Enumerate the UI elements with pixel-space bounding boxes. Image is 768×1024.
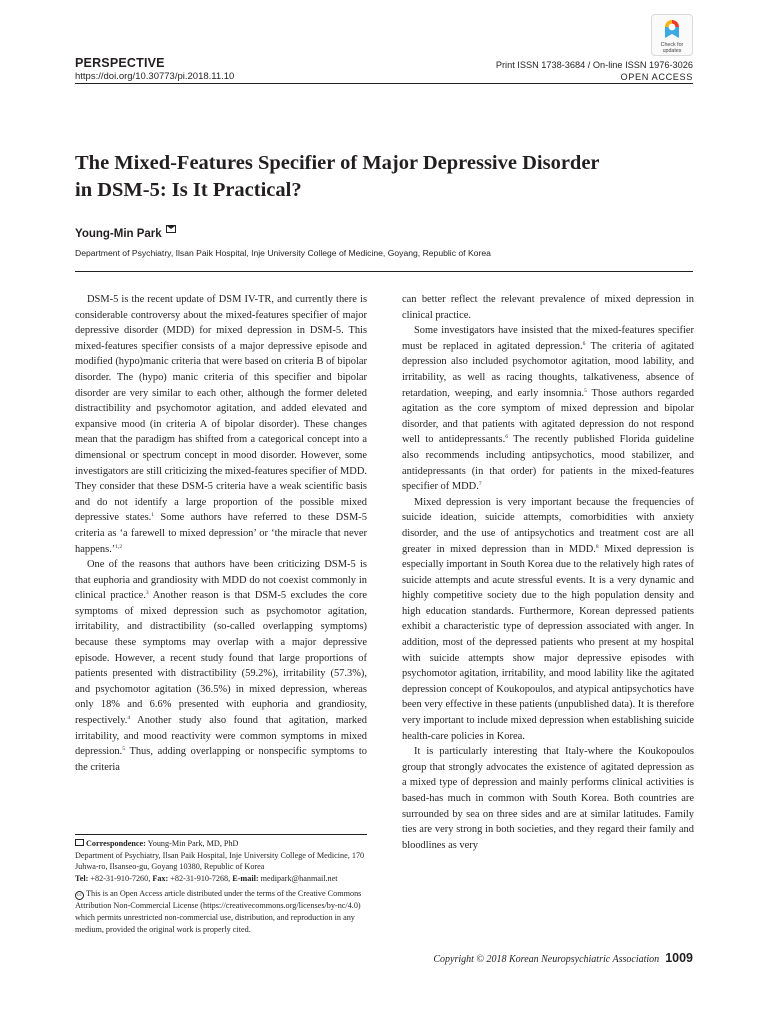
footnote — [75, 838, 367, 935]
citation-ref[interactable]: 8 — [595, 543, 599, 550]
issn: Print ISSN 1738-3684 / On-line ISSN 1976-3026 — [495, 60, 693, 70]
citation-ref[interactable]: 5 — [584, 387, 587, 394]
left-column — [75, 292, 367, 775]
header-divider — [75, 83, 693, 84]
creative-commons-icon: cc — [75, 891, 84, 900]
paragraph-text: Some authors have referred to these DSM-5 criteria as ‘a farewell to mixed depression’ or ‘the miracle that never happens.’ — [75, 512, 367, 555]
citation-ref[interactable]: 3 — [145, 590, 149, 597]
paragraph-text: Mixed depression is very important because the frequencies of suicide ideation, suicide attempts, comorbidities with anxiety disorder, and the use of antipsychotics and treatment cost are all greater in mixed depression than in MDD. — [402, 496, 694, 555]
citation-ref[interactable]: 6 — [582, 340, 586, 347]
citation-ref[interactable]: 5 — [122, 746, 125, 753]
paragraph-text: Those authors regarded agitation as the core symptom of mixed depression and bipolar disorder, and that patients with agitated depression do not respond well to antidepressants. — [402, 387, 694, 446]
fax-label: Fax: — [152, 873, 169, 883]
contact-line — [75, 873, 367, 885]
footnote-divider — [75, 834, 367, 835]
title-line-2: in DSM-5: Is It Practical? — [75, 179, 302, 201]
section-label: PERSPECTIVE — [75, 56, 165, 70]
crossmark-label: Check for updates — [660, 42, 684, 54]
copyright-notice: Copyright © 2018 Korean Neuropsychiatric Association — [433, 954, 660, 965]
doi-link[interactable]: https://doi.org/10.30773/pi.2018.11.10 — [75, 71, 235, 82]
header-right — [496, 60, 693, 83]
author-name: Young-Min Park — [75, 228, 162, 240]
tel-label: Tel: — [75, 873, 89, 883]
paragraph-text: Another reason is that DSM-5 excludes the core symptoms of mixed depression such as psychomotor agitation, irritability, and distractibility (so-called overlapping symptoms) because these symptoms may overlap with a major depressive episode. However, a recent study found that large proportions of patients presented with distractibility (59.2%), irritability (57.3%), and psychomotor agitation (36.5%) in mixed depression, whereas only 18% and 6.6% presented with euphoria and grandiosity, respectively. — [75, 590, 367, 727]
paragraph-text: Mixed depression is especially important in South Korea due to the relatively high rates of suicide attempts and acute stressful events. It is a very dynamic and highly competitive society due to the high population density and high education standards. Furthermore, Korean depressed patients exhibit a characteristic type of depression associated with anger. In addition, most of the depressed patients who present at my hospital with suicide attempts show major depressive episodes with psychomotor agitation, irritability, and mood lability like the agitated depression concept of Koukopoulos, and atypical antipsychotics have been very effective in these patients (unpublished data). It is therefore very important to include mixed depression when establishing suicide health-care policies in Korea. — [402, 543, 694, 742]
paragraph: can better reflect the relevant prevalence of mixed depression in clinical practice. — [402, 294, 694, 321]
title-line-1: The Mixed-Features Specifier of Major Depressive Disorder — [75, 152, 600, 174]
citation-ref[interactable]: 1,2 — [115, 543, 123, 550]
citation-ref[interactable]: 4 — [127, 715, 131, 722]
paragraph — [402, 495, 694, 745]
page-footer — [433, 951, 693, 965]
paragraph-text: Some investigators have insisted that the mixed-features specifier must be replaced in agitated depression. — [402, 325, 694, 352]
paragraph — [75, 292, 367, 557]
page-number: 1009 — [665, 951, 693, 965]
correspondence — [75, 838, 367, 850]
correspondence-name: Young-Min Park, MD, PhD — [145, 839, 239, 848]
article-title — [75, 150, 675, 204]
envelope-icon — [75, 839, 84, 846]
paragraph-text: DSM-5 is the recent update of DSM IV-TR, and currently there is considerable controversy about the mixed-features specifier of major depressive disorder (MDD) for mixed depression in DSM-5. This mixed-features specifier consists of a major depressive episode and modified (hypo)manic criteria that were based on criteria B of bipolar disorder. The (hypo) manic criteria of this specifier and bipolar disorder are very similar to each other, although the former deleted distractibility and psychomotor agitation, and added elevated and expansive mood (in criteria A of bipolar disorder). These changes mean that the paradigm has shifted from a categorical concept into a dimensional or spectrum concept in mood disorder. However, some investigators are still criticizing the mixed-features specifier of MDD. They consider that these DSM-5 criteria have a weak scientific basis and do not identify a large proportion of the possible mixed depressive states. — [75, 294, 367, 524]
header-left — [75, 56, 234, 83]
email-link[interactable]: medipark@hanmail.net — [258, 873, 338, 883]
open-access-label: OPEN ACCESS — [620, 71, 693, 82]
author-line — [75, 225, 176, 240]
author-divider — [75, 271, 693, 272]
citation-ref[interactable]: 6 — [505, 434, 508, 441]
mail-icon[interactable] — [166, 225, 176, 233]
email-label: E-mail: — [232, 873, 259, 883]
affiliation: Department of Psychiatry, Ilsan Paik Hospital, Inje University College of Medicine, Goyang, Republic of Korea — [75, 248, 491, 258]
correspondence-address: Department of Psychiatry, Ilsan Paik Hospital, Inje University College of Medicine, 170 Juhwa-ro, Ilsanseo-gu, Goyang 10380, Republic of Korea — [75, 850, 365, 872]
citation-ref[interactable]: 1 — [151, 512, 155, 519]
paragraph-text: One of the reasons that authors have been criticizing DSM-5 is that euphoria and grandiosity with MDD do not coexist commonly in clinical practice. — [75, 559, 367, 602]
paragraph-text: Thus, adding overlapping or nonspecific symptoms to the criteria — [75, 746, 367, 773]
paragraph: It is particularly interesting that Italy-where the Koukopoulos group that strongly advocates the existence of agitated depression as a mixed type of depression and mainly performs clinical activities is based-has much in common with South Korea. Both countries are surrounded by sea on three sides and are at similar latitudes. Family ties are very strong in both societies, and they regard their family and bloodlines as very — [402, 746, 694, 851]
right-column — [402, 292, 694, 853]
paragraph — [75, 557, 367, 775]
paragraph — [402, 323, 694, 495]
paragraph-text: The recently published Florida guideline also recommends including antipsychotics, mood stabilizer, and antidepressants (in that order) for patients in the mixed-features specifier of MDD. — [402, 434, 695, 493]
correspondence-label: Correspondence: — [86, 839, 146, 848]
license-text — [75, 888, 367, 935]
citation-ref[interactable]: 7 — [478, 481, 482, 488]
crossmark-button[interactable] — [651, 14, 693, 56]
fax-value: +82-31-910-7268, — [168, 873, 233, 883]
crossmark-icon — [663, 18, 681, 40]
tel-value: +82-31-910-7260, — [88, 873, 153, 883]
paragraph-text: The criteria of agitated depression also included psychomotor agitation, mood lability, and irritability, as well as racing thoughts, talkativeness, absence of retardation, weeping, and early insomnia. — [402, 340, 694, 399]
paragraph-text: Another study also found that agitation, marked irritability, and mood reactivity were common symptoms in mixed depression. — [75, 715, 367, 758]
license-body: This is an Open Access article distributed under the terms of the Creative Commons Attribution Non-Commercial License (https://creativecommons.org/licenses/by-nc/4.0) which permits unrestricted non-commercial use, distribution, and reproduction in any medium, provided the original work is properly cited. — [75, 889, 362, 934]
